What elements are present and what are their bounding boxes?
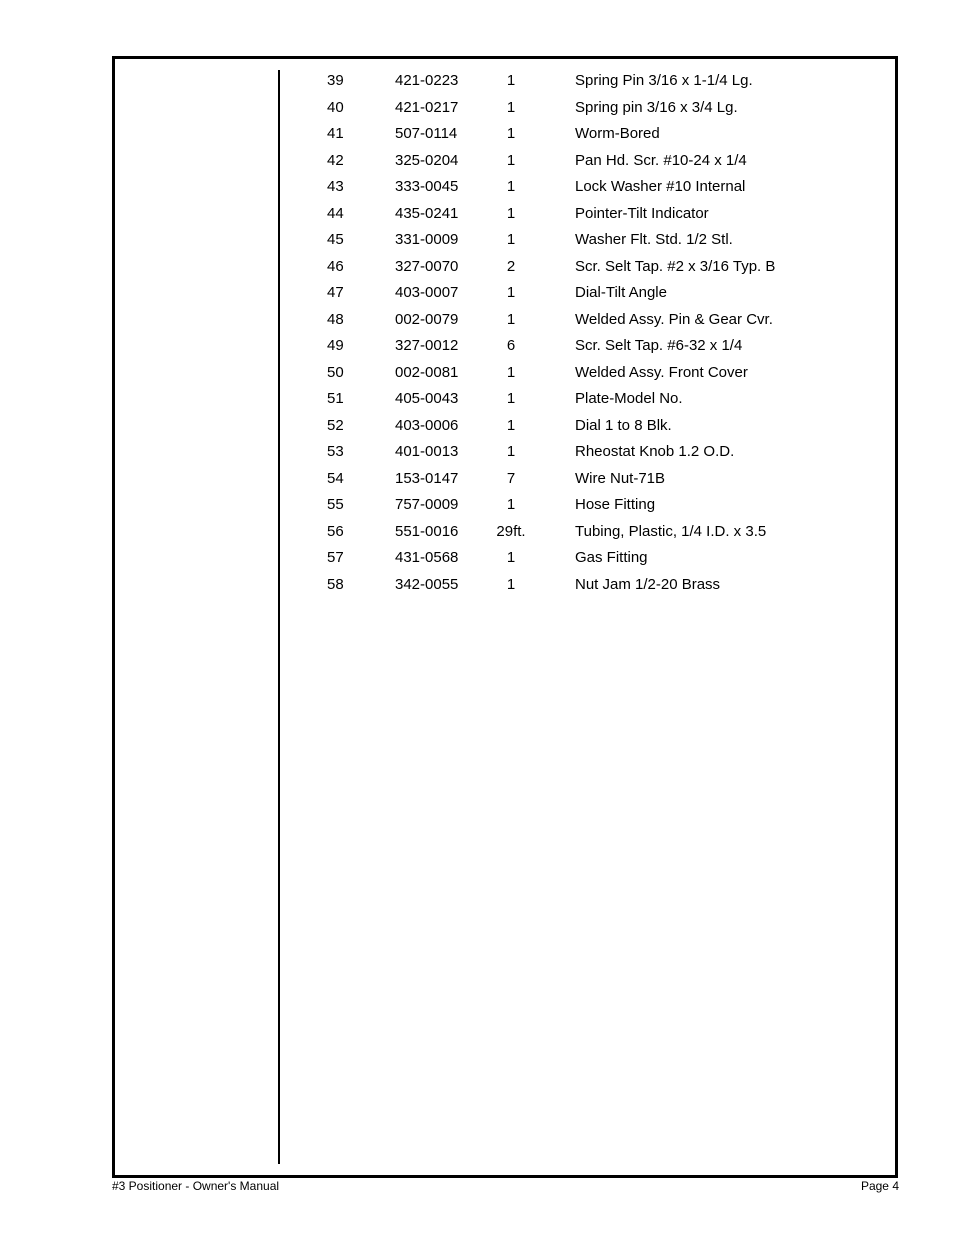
part-number: 435-0241 [395, 204, 459, 222]
part-description: Spring pin 3/16 x 3/4 Lg. [575, 98, 738, 116]
item-number: 56 [327, 522, 344, 540]
item-number: 46 [327, 257, 344, 275]
part-description: Hose Fitting [575, 496, 656, 513]
table-row [0, 413, 954, 440]
parts-list-table [0, 68, 954, 598]
table-row [0, 280, 954, 307]
quantity: 1 [506, 363, 516, 381]
quantity: 1 [506, 390, 516, 407]
quantity: 1 [506, 443, 516, 460]
item-number: 50 [327, 363, 344, 381]
part-description: Welded Assy. Front Cover [575, 363, 748, 381]
part-number: 327-0070 [395, 257, 459, 275]
part-number: 757-0009 [395, 496, 459, 513]
item-number: 57 [327, 549, 344, 566]
quantity: 1 [506, 416, 516, 434]
item-number: 55 [327, 496, 344, 513]
part-number: 331-0009 [395, 231, 459, 248]
quantity: 1 [506, 549, 516, 566]
item-number: 41 [327, 125, 344, 142]
part-number: 507-0114 [395, 125, 458, 142]
quantity: 1 [506, 231, 516, 248]
quantity: 2 [506, 257, 516, 275]
part-description: Welded Assy. Pin & Gear Cvr. [575, 310, 773, 328]
item-number: 52 [327, 416, 344, 434]
part-number: 153-0147 [395, 469, 459, 487]
part-description: Washer Flt. Std. 1/2 Stl. [575, 231, 733, 248]
quantity: 1 [506, 204, 516, 222]
table-row [0, 201, 954, 228]
quantity: 7 [506, 469, 516, 487]
item-number: 49 [327, 337, 344, 354]
quantity: 1 [506, 151, 516, 169]
item-number: 42 [327, 151, 344, 169]
item-number: 51 [327, 390, 344, 407]
item-number: 45 [327, 231, 344, 248]
part-description: Rheostat Knob 1.2 O.D. [575, 443, 735, 460]
table-row [0, 519, 954, 546]
quantity: 1 [506, 178, 516, 195]
item-number: 58 [327, 575, 344, 593]
part-number: 403-0006 [395, 416, 459, 434]
quantity: 1 [506, 310, 516, 328]
quantity: 1 [506, 72, 516, 89]
part-number: 405-0043 [395, 390, 459, 407]
part-description: Nut Jam 1/2-20 Brass [575, 575, 721, 593]
part-number: 551-0016 [395, 522, 459, 540]
quantity: 29ft. [496, 522, 526, 540]
table-row [0, 439, 954, 466]
part-number: 002-0081 [395, 363, 459, 381]
item-number: 43 [327, 178, 344, 195]
part-description: Spring Pin 3/16 x 1-1/4 Lg. [575, 72, 753, 89]
table-row [0, 95, 954, 122]
quantity: 1 [506, 575, 516, 593]
quantity: 1 [506, 98, 516, 116]
item-number: 40 [327, 98, 344, 116]
item-number: 54 [327, 469, 344, 487]
table-row [0, 572, 954, 599]
part-description: Dial 1 to 8 Blk. [575, 416, 672, 434]
part-description: Pointer-Tilt Indicator [575, 204, 709, 222]
part-number: 325-0204 [395, 151, 459, 169]
quantity: 1 [506, 496, 516, 513]
item-number: 48 [327, 310, 344, 328]
part-description: Worm-Bored [575, 125, 660, 142]
part-description: Plate-Model No. [575, 390, 683, 407]
table-row [0, 545, 954, 572]
part-number: 002-0079 [395, 310, 459, 328]
table-row [0, 254, 954, 281]
footer-page-number: Page 4 [860, 1179, 899, 1193]
table-row [0, 121, 954, 148]
quantity: 1 [506, 284, 516, 301]
part-description: Scr. Selt Tap. #6-32 x 1/4 [575, 337, 743, 354]
part-number: 431-0568 [395, 549, 459, 566]
table-row [0, 227, 954, 254]
part-description: Dial-Tilt Angle [575, 284, 667, 301]
part-description: Tubing, Plastic, 1/4 I.D. x 3.5 [575, 522, 767, 540]
table-row [0, 148, 954, 175]
part-description: Pan Hd. Scr. #10-24 x 1/4 [575, 151, 747, 169]
table-row [0, 307, 954, 334]
table-row [0, 333, 954, 360]
part-number: 333-0045 [395, 178, 459, 195]
footer-manual-title: #3 Positioner - Owner's Manual [112, 1179, 280, 1193]
item-number: 39 [327, 72, 344, 89]
part-number: 401-0013 [395, 443, 459, 460]
part-description: Wire Nut-71B [575, 469, 666, 487]
table-row [0, 174, 954, 201]
item-number: 44 [327, 204, 344, 222]
item-number: 53 [327, 443, 344, 460]
quantity: 6 [506, 337, 516, 354]
table-row [0, 360, 954, 387]
part-description: Lock Washer #10 Internal [575, 178, 746, 195]
table-row [0, 492, 954, 519]
part-number: 421-0223 [395, 72, 459, 89]
part-number: 421-0217 [395, 98, 459, 116]
quantity: 1 [506, 125, 516, 142]
part-number: 327-0012 [395, 337, 459, 354]
part-description: Scr. Selt Tap. #2 x 3/16 Typ. B [575, 257, 776, 275]
part-number: 342-0055 [395, 575, 459, 593]
table-row [0, 68, 954, 95]
part-description: Gas Fitting [575, 549, 648, 566]
table-row [0, 466, 954, 493]
item-number: 47 [327, 284, 344, 301]
table-row [0, 386, 954, 413]
part-number: 403-0007 [395, 284, 459, 301]
